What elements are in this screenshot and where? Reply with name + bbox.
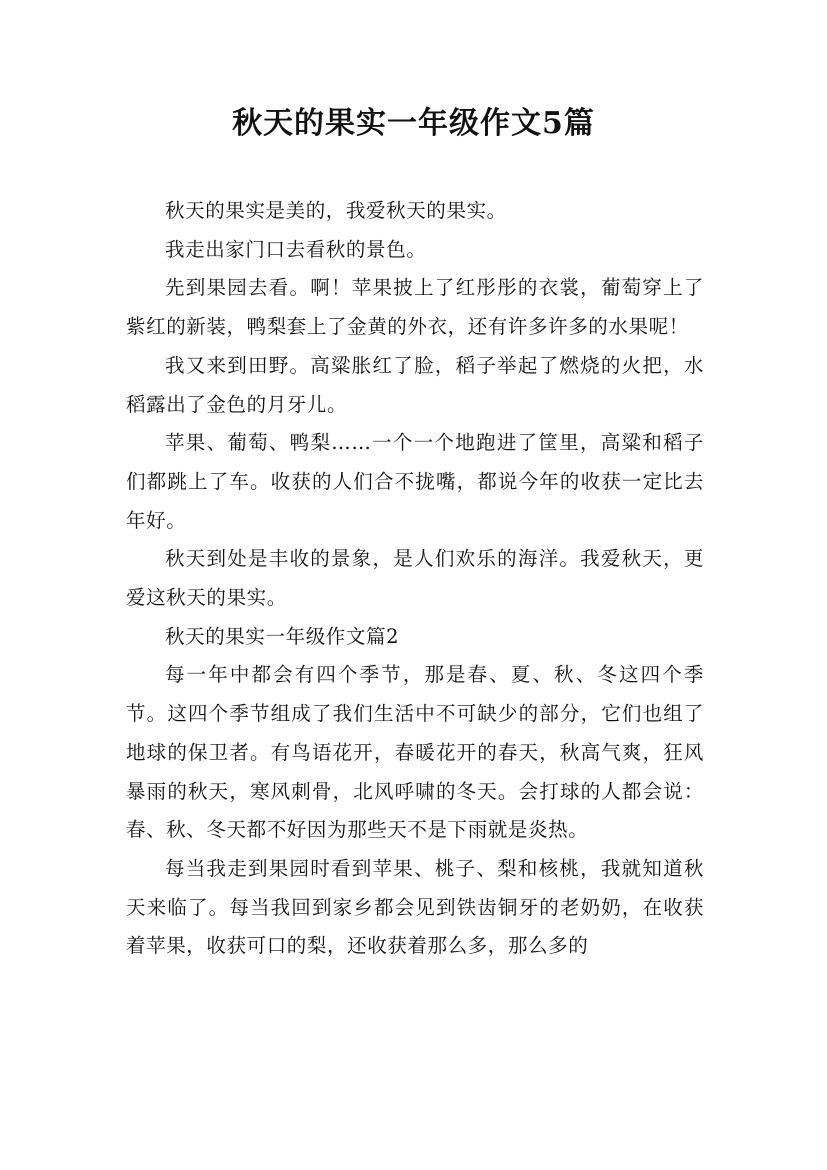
- paragraph: 我走出家门口去看秋的景色。: [165, 237, 427, 261]
- document-title: 秋天的果实一年级作文5篇: [232, 106, 595, 141]
- section-heading: 秋天的果实一年级作文篇2: [165, 624, 400, 648]
- paragraph: 我又来到田野。高粱胀红了脸，稻子举起了燃烧的火把，水稻露出了金色的月牙儿。: [126, 353, 704, 416]
- paragraph: 秋天的果实是美的，我爱秋天的果实。: [165, 199, 507, 222]
- paragraph: 先到果园去看。啊！苹果披上了红彤彤的衣裳，葡萄穿上了紫红的新装，鸭梨套上了金黄的外衣，还有许多许多的水果呢！: [126, 276, 704, 339]
- paragraph: 苹果、葡萄、鸭梨……一个一个地跑进了筐里，高粱和稻子们都跳上了车。收获的人们合不拢嘴，都说今年的收获一定比去年好。: [126, 431, 704, 532]
- paragraph: 每一年中都会有四个季节，那是春、夏、秋、冬这四个季节。这四个季节组成了我们生活中不可缺少的部分，它们也组了地球的保卫者。有鸟语花开，春暖花开的春天，秋高气爽，狂风暴雨的秋天，寒风刺骨，北风呼啸的冬天。会打球的人都会说：春、秋、冬天都不好因为那些天不是下雨就是炎热。: [126, 663, 704, 842]
- document-body: [126, 192, 704, 966]
- paragraph: 秋天到处是丰收的景象，是人们欢乐的海洋。我爱秋天，更爱这秋天的果实。: [126, 547, 704, 610]
- paragraph: 每当我走到果园时看到苹果、桃子、梨和核桃，我就知道秋天来临了。每当我回到家乡都会见到铁齿铜牙的老奶奶，在收获着苹果，收获可口的梨，还收获着那么多，那么多的: [126, 856, 704, 958]
